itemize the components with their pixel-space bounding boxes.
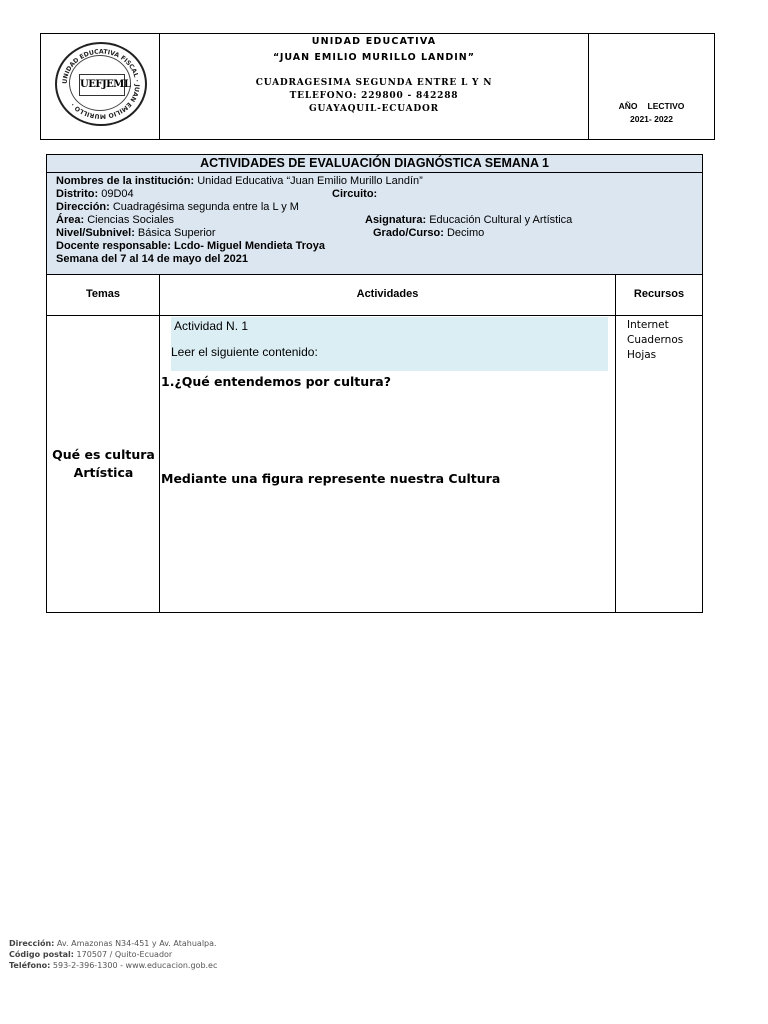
- address-row: [56, 201, 299, 214]
- col-recursos-header: Recursos: [633, 288, 685, 300]
- school-seal-logo: [55, 42, 147, 126]
- logo-cell: [41, 34, 160, 139]
- activity-box: [171, 317, 608, 371]
- phone-line: TELEFONO: 229800 - 842288: [289, 91, 459, 101]
- resources-list: [627, 318, 683, 363]
- question-1: 1.¿Qué entendemos por cultura?: [161, 374, 391, 389]
- resource-item: Internet: [627, 319, 669, 331]
- col-actividades-header: Actividades: [356, 288, 419, 300]
- school-name: “JUAN EMILIO MURILLO LANDIN”: [273, 52, 475, 63]
- col-temas-header: Temas: [85, 288, 121, 300]
- seal-ring-text: UNIDAD EDUCATIVA FISCAL · JUAN EMILIO MURILLO ·: [61, 48, 141, 120]
- school-info: [160, 34, 589, 139]
- institution-value: Unidad Educativa “Juan Emilio Murillo Landín”: [197, 175, 423, 187]
- level-label: Nivel/Subnivel:: [56, 227, 135, 239]
- area-label: Área:: [56, 214, 85, 226]
- school-header: [40, 33, 715, 140]
- footer-address-label: Dirección:: [9, 939, 55, 948]
- school-year: [589, 100, 714, 126]
- topic-line: Artística: [73, 465, 134, 480]
- resource-item: Cuadernos: [627, 334, 684, 346]
- year-label-b: LECTIVO: [647, 101, 685, 111]
- column-divider: [615, 274, 616, 612]
- evaluation-table: [46, 154, 703, 613]
- topic-cell: [47, 316, 160, 612]
- area-value: Ciencias Sociales: [87, 214, 175, 226]
- seal-monogram: UEFJEML: [79, 74, 125, 96]
- resource-item: Hojas: [627, 349, 657, 361]
- activities-grid: [47, 274, 702, 612]
- circuit-label: Circuito:: [332, 188, 378, 200]
- address-label: Dirección:: [56, 201, 110, 213]
- school-address: [160, 77, 588, 116]
- district-label: Distrito:: [56, 188, 99, 200]
- institution-row: [56, 175, 423, 188]
- city-line: GUAYAQUIL-ECUADOR: [309, 104, 439, 114]
- level-value: Básica Superior: [137, 227, 216, 239]
- district-row: [56, 188, 134, 201]
- address-line: CUADRAGESIMA SEGUNDA ENTRE L Y N: [255, 78, 493, 88]
- ministry-footer: [9, 938, 217, 971]
- footer-postal-label: Código postal:: [9, 950, 74, 959]
- week-row: Semana del 7 al 14 de mayo del 2021: [56, 253, 248, 265]
- year-value: 2021- 2022: [629, 114, 673, 124]
- form-title: ACTIVIDADES DE EVALUACIÓN DIAGNÓSTICA SEMANA 1: [47, 155, 702, 173]
- address-value: Cuadragésima segunda entre la L y M: [112, 201, 299, 213]
- circuit-row: [332, 188, 377, 201]
- grade-row: [373, 227, 484, 240]
- activity-title: Actividad N. 1: [174, 319, 249, 333]
- footer-postal: 170507 / Quito-Ecuador: [76, 950, 173, 959]
- school-type: UNIDAD EDUCATIVA: [311, 36, 437, 47]
- footer-phone: 593-2-396-1300 - www.educacion.gob.ec: [52, 961, 218, 970]
- activity-instruction: Leer el siguiente contenido:: [171, 345, 318, 359]
- district-value: 09D04: [101, 188, 134, 200]
- subject-value: Educación Cultural y Artística: [429, 214, 573, 226]
- figure-task: Mediante una figura represente nuestra Cultura: [161, 471, 501, 486]
- footer-address: Av. Amazonas N34-451 y Av. Atahualpa.: [56, 939, 217, 948]
- topic-line: Qué es cultura: [52, 447, 155, 462]
- footer-phone-label: Teléfono:: [9, 961, 51, 970]
- subject-label: Asignatura:: [365, 214, 427, 226]
- area-row: [56, 214, 174, 227]
- teacher-row: Docente responsable: Lcdo- Miguel Mendieta Troya: [56, 240, 325, 252]
- level-row: [56, 227, 216, 240]
- grade-value: Decimo: [446, 227, 485, 239]
- institution-info: [47, 173, 702, 275]
- grade-label: Grado/Curso:: [373, 227, 444, 239]
- institution-label: Nombres de la institución:: [56, 175, 195, 187]
- school-year-cell: [589, 34, 714, 139]
- year-label-a: AÑO: [618, 101, 638, 111]
- subject-row: [365, 214, 572, 227]
